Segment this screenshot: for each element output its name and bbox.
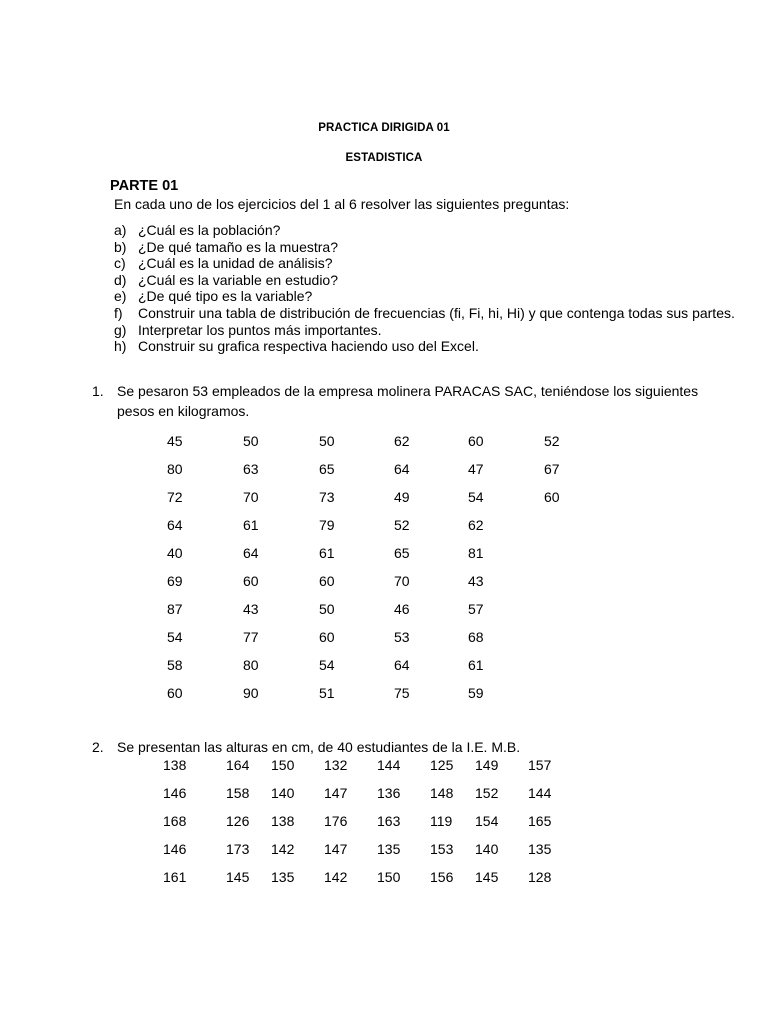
data-cell: 138	[163, 757, 187, 773]
data-cell: 157	[528, 757, 552, 773]
question-text: ¿De qué tipo es la variable?	[138, 288, 313, 305]
data-cell: 79	[319, 517, 335, 533]
data-cell: 47	[468, 461, 484, 477]
page-subtitle: ESTADISTICA	[345, 152, 423, 164]
data-cell: 60	[319, 573, 335, 589]
data-cell: 164	[226, 757, 250, 773]
question-item	[114, 322, 735, 339]
data-cell: 145	[475, 869, 499, 885]
data-cell: 72	[167, 489, 183, 505]
data-cell: 64	[394, 461, 410, 477]
data-cell: 50	[319, 433, 335, 449]
data-cell: 140	[271, 785, 295, 801]
data-cell: 150	[271, 757, 295, 773]
data-cell: 135	[528, 841, 552, 857]
data-cell: 161	[163, 869, 187, 885]
data-cell: 54	[319, 657, 335, 673]
question-letter: f)	[114, 304, 123, 321]
question-text: ¿De qué tamaño es la muestra?	[138, 238, 338, 255]
data-cell: 146	[163, 785, 187, 801]
data-cell: 140	[475, 841, 499, 857]
data-cell: 132	[324, 757, 348, 773]
data-cell: 75	[394, 685, 410, 701]
data-cell: 81	[468, 545, 484, 561]
data-cell: 60	[167, 685, 183, 701]
question-text: ¿Cuál es la población?	[138, 222, 281, 238]
data-cell: 43	[468, 573, 484, 589]
question-item	[114, 288, 735, 305]
data-cell: 158	[226, 785, 250, 801]
exercise-1-statement	[92, 381, 698, 401]
part-heading: PARTE 01	[110, 178, 179, 194]
data-cell: 148	[430, 785, 454, 801]
exercise-1-number: 1.	[92, 383, 104, 399]
exercise-1-line2: pesos en kilogramos.	[117, 403, 250, 419]
data-cell: 146	[163, 841, 187, 857]
questions-list	[114, 222, 735, 355]
data-cell: 163	[377, 813, 401, 829]
data-cell: 142	[271, 841, 295, 857]
data-cell: 50	[243, 433, 259, 449]
data-cell: 153	[430, 841, 454, 857]
part-intro: En cada uno de los ejercicios del 1 al 6 resolver las siguientes preguntas:	[114, 196, 570, 212]
data-cell: 64	[394, 657, 410, 673]
data-cell: 50	[319, 601, 335, 617]
data-cell: 138	[271, 813, 295, 829]
data-cell: 80	[243, 657, 259, 673]
data-cell: 80	[167, 461, 183, 477]
data-cell: 60	[468, 433, 484, 449]
data-cell: 59	[468, 685, 484, 701]
question-letter: d)	[114, 271, 127, 288]
data-cell: 62	[394, 433, 410, 449]
question-text: ¿Cuál es la variable en estudio?	[138, 271, 339, 288]
data-cell: 154	[475, 813, 499, 829]
data-cell: 61	[468, 657, 484, 673]
question-text: Construir su grafica respectiva haciendo uso del Excel.	[138, 338, 479, 355]
data-cell: 60	[319, 629, 335, 645]
data-cell: 60	[544, 489, 560, 505]
data-cell: 63	[243, 461, 259, 477]
data-cell: 135	[271, 869, 295, 885]
data-cell: 77	[243, 629, 259, 645]
exercise-2-line1: Se presentan las alturas en cm, de 40 estudiantes de la I.E. M.B.	[117, 739, 521, 755]
exercise-2-statement	[92, 737, 520, 757]
data-cell: 58	[167, 657, 183, 673]
data-cell: 87	[167, 601, 183, 617]
question-item	[114, 338, 735, 355]
data-cell: 165	[528, 813, 552, 829]
data-cell: 147	[324, 785, 348, 801]
data-cell: 53	[394, 629, 410, 645]
page-title: PRACTICA DIRIGIDA 01	[318, 122, 450, 134]
question-item	[114, 222, 735, 239]
data-cell: 125	[430, 757, 454, 773]
data-cell: 51	[319, 685, 335, 701]
data-cell: 145	[226, 869, 250, 885]
data-cell: 65	[394, 545, 410, 561]
data-cell: 54	[167, 629, 183, 645]
data-cell: 43	[243, 601, 259, 617]
data-cell: 52	[544, 433, 560, 449]
data-cell: 173	[226, 841, 250, 857]
question-text: Construir una tabla de distribución de frecuencias (fi, Fi, hi, Hi) y que contenga todas sus partes.	[138, 304, 735, 321]
data-cell: 70	[243, 489, 259, 505]
data-cell: 65	[319, 461, 335, 477]
question-letter: a)	[114, 222, 127, 238]
data-cell: 67	[544, 461, 560, 477]
data-cell: 126	[226, 813, 250, 829]
data-cell: 40	[167, 545, 183, 561]
data-cell: 119	[430, 813, 453, 829]
data-cell: 90	[243, 685, 259, 701]
question-letter: c)	[114, 255, 126, 272]
data-cell: 135	[377, 841, 401, 857]
data-cell: 176	[324, 813, 348, 829]
data-cell: 61	[243, 517, 259, 533]
exercise-2-number: 2.	[92, 739, 104, 755]
question-letter: b)	[114, 238, 127, 255]
question-item	[114, 239, 735, 256]
data-cell: 64	[167, 517, 183, 533]
data-cell: 49	[394, 489, 410, 505]
question-item	[114, 305, 735, 322]
exercise-1-line1: Se pesaron 53 empleados de la empresa molinera PARACAS SAC, teniéndose los siguientes	[117, 383, 699, 399]
data-cell: 128	[528, 869, 552, 885]
question-text: ¿Cuál es la unidad de análisis?	[138, 255, 333, 272]
data-cell: 45	[167, 433, 183, 449]
data-cell: 60	[243, 573, 259, 589]
data-cell: 144	[528, 785, 552, 801]
data-cell: 150	[377, 869, 401, 885]
question-item	[114, 272, 735, 289]
data-cell: 46	[394, 601, 410, 617]
data-cell: 64	[243, 545, 259, 561]
data-cell: 156	[430, 869, 454, 885]
data-cell: 69	[167, 573, 183, 589]
data-cell: 62	[468, 517, 484, 533]
data-cell: 57	[468, 601, 484, 617]
data-cell: 61	[319, 545, 335, 561]
data-cell: 136	[377, 785, 401, 801]
data-cell: 54	[468, 489, 484, 505]
question-letter: h)	[114, 338, 127, 355]
question-letter: g)	[114, 321, 127, 338]
data-cell: 68	[468, 629, 484, 645]
data-cell: 142	[324, 869, 348, 885]
data-cell: 152	[475, 785, 499, 801]
data-cell: 147	[324, 841, 348, 857]
data-cell: 70	[394, 573, 410, 589]
data-cell: 73	[319, 489, 335, 505]
question-letter: e)	[114, 288, 127, 305]
data-cell: 144	[377, 757, 401, 773]
question-text: Interpretar los puntos más importantes.	[138, 321, 382, 338]
question-item	[114, 255, 735, 272]
data-cell: 52	[394, 517, 410, 533]
data-cell: 149	[475, 757, 499, 773]
data-cell: 168	[163, 813, 187, 829]
